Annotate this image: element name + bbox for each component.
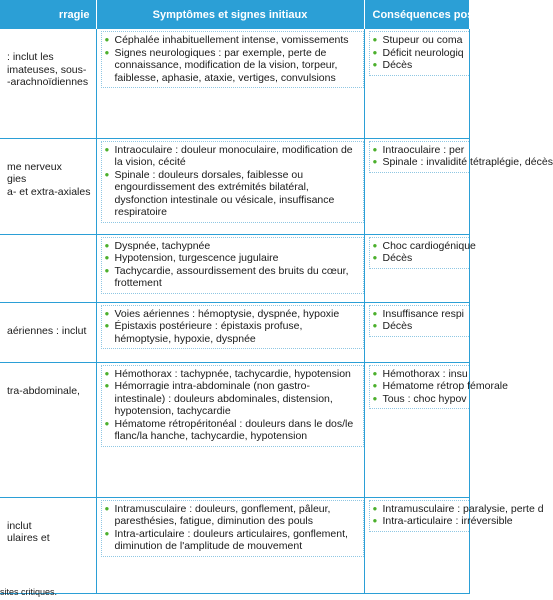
site-line: -arachnoïdiennes <box>7 76 89 89</box>
bullet-list <box>101 305 364 350</box>
bullet-text: Décès <box>382 252 413 265</box>
bullet-list <box>369 31 469 76</box>
table-row <box>0 234 469 302</box>
bullet-icon: ● <box>104 144 110 154</box>
table-row <box>0 302 469 362</box>
table-row <box>0 138 469 234</box>
site-cell <box>0 138 96 234</box>
header-symptoms: Symptômes et signes initiaux <box>96 0 364 29</box>
bullet-text: Signes neurologiques : par exemple, perte de connaissance, modification de la vision, torpeur, faiblesse, aphasie, ataxie, vertiges, convulsions <box>114 46 338 84</box>
bullet-icon: ● <box>372 381 378 391</box>
bullet-text: Voies aériennes : hémoptysie, dyspnée, hypoxie <box>114 307 340 320</box>
bullet-text: Spinale : douleurs dorsales, faiblesse ou engourdissement des extrémités bilatéral, dysfonction intestinale ou vésicale, insuffisance respiratoire <box>114 168 335 219</box>
bullet-text: Intraoculaire : douleur monoculaire, modification de la vision, cécité <box>114 143 353 169</box>
bullet-item <box>373 34 467 47</box>
bullet-icon: ● <box>104 381 110 391</box>
bullet-text: Dyspnée, tachypnée <box>114 239 211 252</box>
bullet-icon: ● <box>372 368 378 378</box>
bullet-icon: ● <box>104 308 110 318</box>
bullet-text: Hématome rétropéritonéal : douleurs dans le dos/le flanc/la hanche, tachycardie, hypotension <box>114 417 354 443</box>
bullet-text: Hémorragie intra-abdominale (non gastro-intestinale) : douleurs abdominales, distension, hypotension, tachycardie <box>114 380 333 418</box>
consequences-cell <box>364 302 469 362</box>
bullet-item <box>105 320 361 345</box>
bullet-item <box>373 320 467 333</box>
table-header-row <box>0 0 469 29</box>
bullet-list <box>101 31 364 88</box>
bullet-icon: ● <box>372 47 378 57</box>
bullet-text: Hémothorax : tachypnée, tachycardie, hypotension <box>114 367 351 380</box>
bullet-item <box>105 265 361 290</box>
bullet-item <box>105 380 361 418</box>
symptoms-cell <box>96 302 364 362</box>
bullet-item <box>373 252 467 265</box>
consequences-cell <box>364 29 469 138</box>
bullet-item <box>105 47 361 85</box>
bullet-item <box>373 368 467 381</box>
consequences-cell <box>364 497 544 593</box>
bullet-item <box>105 308 361 321</box>
bullet-text: Insuffisance respi <box>382 307 465 320</box>
bullet-icon: ● <box>372 393 378 403</box>
consequences-cell <box>364 138 553 234</box>
bullet-text: Stupeur ou coma <box>382 34 463 46</box>
bullet-list <box>101 365 364 448</box>
bullet-item <box>105 169 361 219</box>
bullet-list <box>369 500 544 532</box>
bullet-icon: ● <box>372 253 378 263</box>
bullet-list <box>101 141 364 224</box>
bullet-text: Intramusculaire : paralysie, perte d <box>382 502 544 515</box>
bullet-icon: ● <box>372 308 378 318</box>
symptoms-cell <box>96 497 364 593</box>
bullet-icon: ● <box>372 321 378 331</box>
bullet-text: Intraoculaire : per <box>382 143 465 156</box>
bullet-icon: ● <box>104 265 110 275</box>
site-cell <box>0 29 96 138</box>
site-cell <box>0 362 96 497</box>
bullet-icon: ● <box>104 253 110 263</box>
bullet-item <box>105 240 361 253</box>
site-line: a- et extra-axiales <box>7 185 91 198</box>
header-consequences: Conséquences pos <box>364 0 469 29</box>
bullet-icon: ● <box>104 418 110 428</box>
bullet-text: Tachycardie, assourdissement des bruits du cœur, frottement <box>114 264 349 290</box>
bullet-icon: ● <box>104 503 110 513</box>
site-line: tra-abdominale, <box>7 384 80 397</box>
bullet-icon: ● <box>104 528 110 538</box>
bullet-item <box>105 503 361 528</box>
bullet-text: Épistaxis postérieure : épistaxis profuse, hémoptysie, hypoxie, dyspnée <box>114 320 303 345</box>
bullet-text: Tous : choc hypov <box>382 392 467 405</box>
bullet-list <box>101 237 364 294</box>
bullet-text: Spinale : invalidité tétraplégie, décès <box>382 156 553 169</box>
bullet-item <box>105 34 361 47</box>
consequences-cell <box>364 234 476 302</box>
bullet-icon: ● <box>104 169 110 179</box>
bullet-icon: ● <box>104 35 110 44</box>
bullet-item <box>372 239 476 253</box>
bullet-list <box>101 500 364 557</box>
bullet-item <box>372 515 513 528</box>
bullet-text: Céphalée inhabituellement intense, vomissements <box>114 34 349 46</box>
site-line: me nerveux <box>7 160 62 173</box>
bullet-icon: ● <box>372 144 378 154</box>
bullet-text: Intra-articulaire : douleurs articulaires, gonflement, diminution de l'amplitude de mouvement <box>114 527 348 553</box>
bullet-text: Intra-articulaire : irréversible <box>382 515 513 528</box>
site-cell <box>0 497 96 593</box>
site-line: : inclut les <box>7 51 54 63</box>
bullet-icon: ● <box>372 157 378 167</box>
bullet-item <box>372 502 544 516</box>
bullet-item <box>373 308 467 321</box>
bullet-item <box>373 144 467 157</box>
bullet-icon: ● <box>372 516 378 526</box>
bullet-text: Hématome rétrop fémorale <box>382 380 508 393</box>
bullet-text: Hypotension, turgescence jugulaire <box>114 252 279 265</box>
bullet-item <box>372 380 508 393</box>
bullet-item <box>373 47 467 60</box>
symptoms-cell <box>96 234 364 302</box>
table-row <box>0 497 469 593</box>
bullet-icon: ● <box>372 35 378 44</box>
bullet-icon: ● <box>104 321 110 331</box>
bullet-item <box>105 418 361 443</box>
bullet-item <box>372 156 553 169</box>
bullet-icon: ● <box>104 240 110 250</box>
site-line: aériennes : inclut <box>7 324 87 337</box>
bullet-item <box>105 368 361 381</box>
site-line: imateuses, sous- <box>7 63 87 76</box>
bullet-list <box>369 141 553 173</box>
symptoms-cell <box>96 138 364 234</box>
bullet-text: Décès <box>382 320 413 333</box>
symptoms-cell <box>96 29 364 138</box>
bullet-icon: ● <box>372 240 378 250</box>
table-row <box>0 362 469 497</box>
bullet-list <box>369 365 508 410</box>
bullet-text: Décès <box>382 59 413 72</box>
site-line: ulaires et <box>7 532 50 545</box>
site-cell <box>0 234 96 302</box>
bullet-text: Déficit neurologiq <box>382 46 464 59</box>
bullet-item <box>105 144 361 169</box>
header-site: rragie <box>0 0 96 29</box>
bullet-text: Choc cardiogénique <box>382 239 476 252</box>
bullet-item <box>373 59 467 72</box>
bullet-icon: ● <box>104 368 110 378</box>
bullet-icon: ● <box>372 60 378 70</box>
consequences-cell <box>364 362 508 497</box>
table-row <box>0 29 469 138</box>
site-cell <box>0 302 96 362</box>
bullet-item <box>373 393 467 406</box>
bullet-item <box>105 528 361 553</box>
site-line: inclut <box>7 519 32 532</box>
table-footnote: sites critiques. <box>0 587 58 597</box>
bullet-icon: ● <box>104 47 110 57</box>
bullet-item <box>105 252 361 265</box>
bullet-list <box>369 305 469 337</box>
bullet-text: Intramusculaire : douleurs, gonflement, pâleur, paresthésies, fatigue, diminution des pouls <box>114 502 331 528</box>
bullet-list <box>369 237 476 269</box>
bullet-icon: ● <box>372 503 378 513</box>
symptoms-cell <box>96 362 364 497</box>
bullet-text: Hémothorax : insu <box>382 367 468 380</box>
site-line: gies <box>7 173 27 186</box>
